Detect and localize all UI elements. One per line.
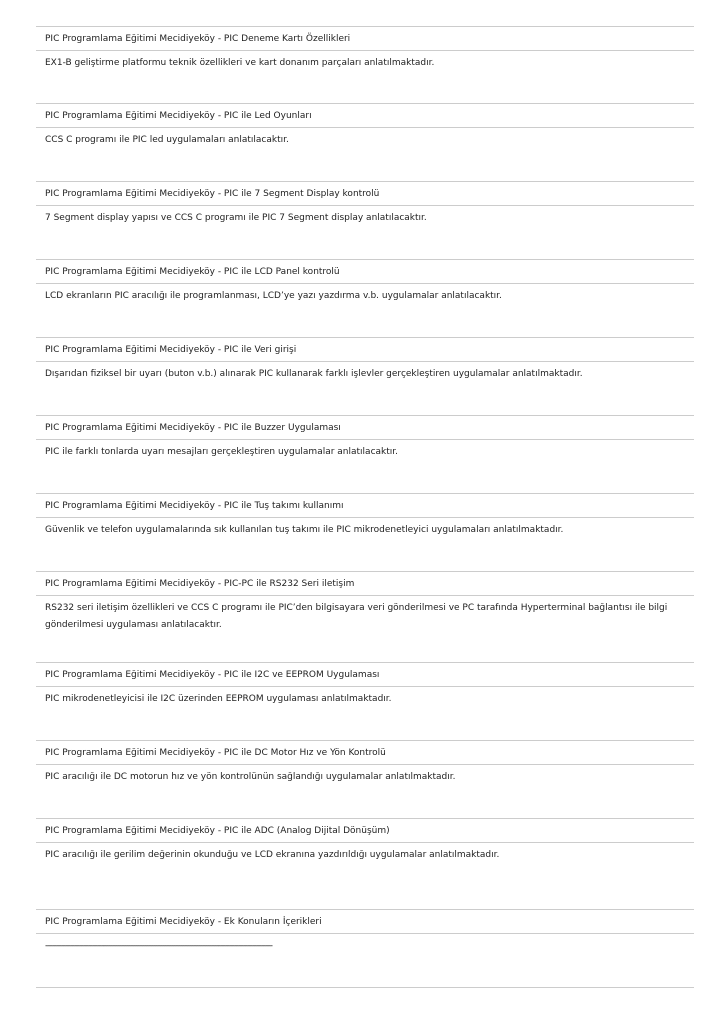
topic-section — [36, 663, 694, 741]
topic-section — [36, 572, 694, 663]
topic-description: EX1-B geliştirme platformu teknik özellikleri ve kart donanım parçaları anlatılmaktadır. — [45, 58, 435, 68]
topic-description: Dışarıdan fiziksel bir uyarı (buton v.b.) alınarak PIC kullanarak farklı işlevler gerçekleştiren uygulamalar anlatılmaktadır. — [45, 369, 583, 379]
topic-section — [36, 260, 694, 338]
topic-description: PIC mikrodenetleyicisi ile I2C üzerinden EEPROM uygulaması anlatılmaktadır. — [45, 694, 392, 704]
topic-description: 7 Segment display yapısı ve CCS C programı ile PIC 7 Segment display anlatılacaktır. — [45, 213, 427, 223]
topic-title: PIC Programlama Eğitimi Mecidiyeköy - PIC ile 7 Segment Display kontrolü — [36, 182, 694, 206]
topic-title: PIC Programlama Eğitimi Mecidiyeköy - PIC-PC ile RS232 Seri iletişim — [36, 572, 694, 596]
topic-section — [36, 494, 694, 572]
topic-description: PIC aracılığı ile gerilim değerinin okunduğu ve LCD ekranına yazdırıldığı uygulamalar anlatılmaktadır. — [45, 850, 500, 860]
topic-description: ----------------------------------------------------------------------------------------------------- — [45, 941, 273, 951]
topic-section — [36, 416, 694, 494]
topic-section — [36, 26, 694, 104]
topic-title: PIC Programlama Eğitimi Mecidiyeköy - PIC ile ADC (Analog Dijital Dönüşüm) — [36, 819, 694, 843]
topic-description: CCS C programı ile PIC led uygulamaları anlatılacaktır. — [45, 135, 289, 145]
topic-title: PIC Programlama Eğitimi Mecidiyeköy - PIC ile LCD Panel kontrolü — [36, 260, 694, 284]
topic-section — [36, 910, 694, 988]
topic-description: PIC ile farklı tonlarda uyarı mesajları gerçekleştiren uygulamalar anlatılacaktır. — [45, 447, 399, 457]
topic-title: PIC Programlama Eğitimi Mecidiyeköy - PIC ile I2C ve EEPROM Uygulaması — [36, 663, 694, 687]
topic-title: PIC Programlama Eğitimi Mecidiyeköy - PIC ile DC Motor Hız ve Yön Kontrolü — [36, 741, 694, 765]
topic-section — [36, 819, 694, 910]
topic-section — [36, 182, 694, 260]
topic-title: PIC Programlama Eğitimi Mecidiyeköy - PIC ile Led Oyunları — [36, 104, 694, 128]
topic-description: LCD ekranların PIC aracılığı ile programlanması, LCD’ye yazı yazdırma v.b. uygulamalar anlatılacaktır. — [45, 291, 502, 301]
topic-description: RS232 seri iletişim özellikleri ve CCS C programı ile PIC’den bilgisayara veri gönderilmesi ve PC tarafında Hyperterminal bağlantısı ile bilgi gönderilmesi uygulaması anlatılacaktır. — [45, 603, 668, 630]
course-topic-list — [36, 26, 694, 988]
topic-title: PIC Programlama Eğitimi Mecidiyeköy - PIC Deneme Kartı Özellikleri — [36, 27, 694, 51]
topic-title: PIC Programlama Eğitimi Mecidiyeköy - PIC ile Tuş takımı kullanımı — [36, 494, 694, 518]
topic-section — [36, 741, 694, 819]
topic-description: Güvenlik ve telefon uygulamalarında sık kullanılan tuş takımı ile PIC mikrodenetleyici uygulamaları anlatılmaktadır. — [45, 525, 564, 535]
topic-title: PIC Programlama Eğitimi Mecidiyeköy - Ek Konuların İçerikleri — [36, 910, 694, 934]
topic-section — [36, 104, 694, 182]
topic-description: PIC aracılığı ile DC motorun hız ve yön kontrolünün sağlandığı uygulamalar anlatılmaktadır. — [45, 772, 456, 782]
topic-title: PIC Programlama Eğitimi Mecidiyeköy - PIC ile Veri girişi — [36, 338, 694, 362]
topic-section — [36, 338, 694, 416]
topic-title: PIC Programlama Eğitimi Mecidiyeköy - PIC ile Buzzer Uygulaması — [36, 416, 694, 440]
